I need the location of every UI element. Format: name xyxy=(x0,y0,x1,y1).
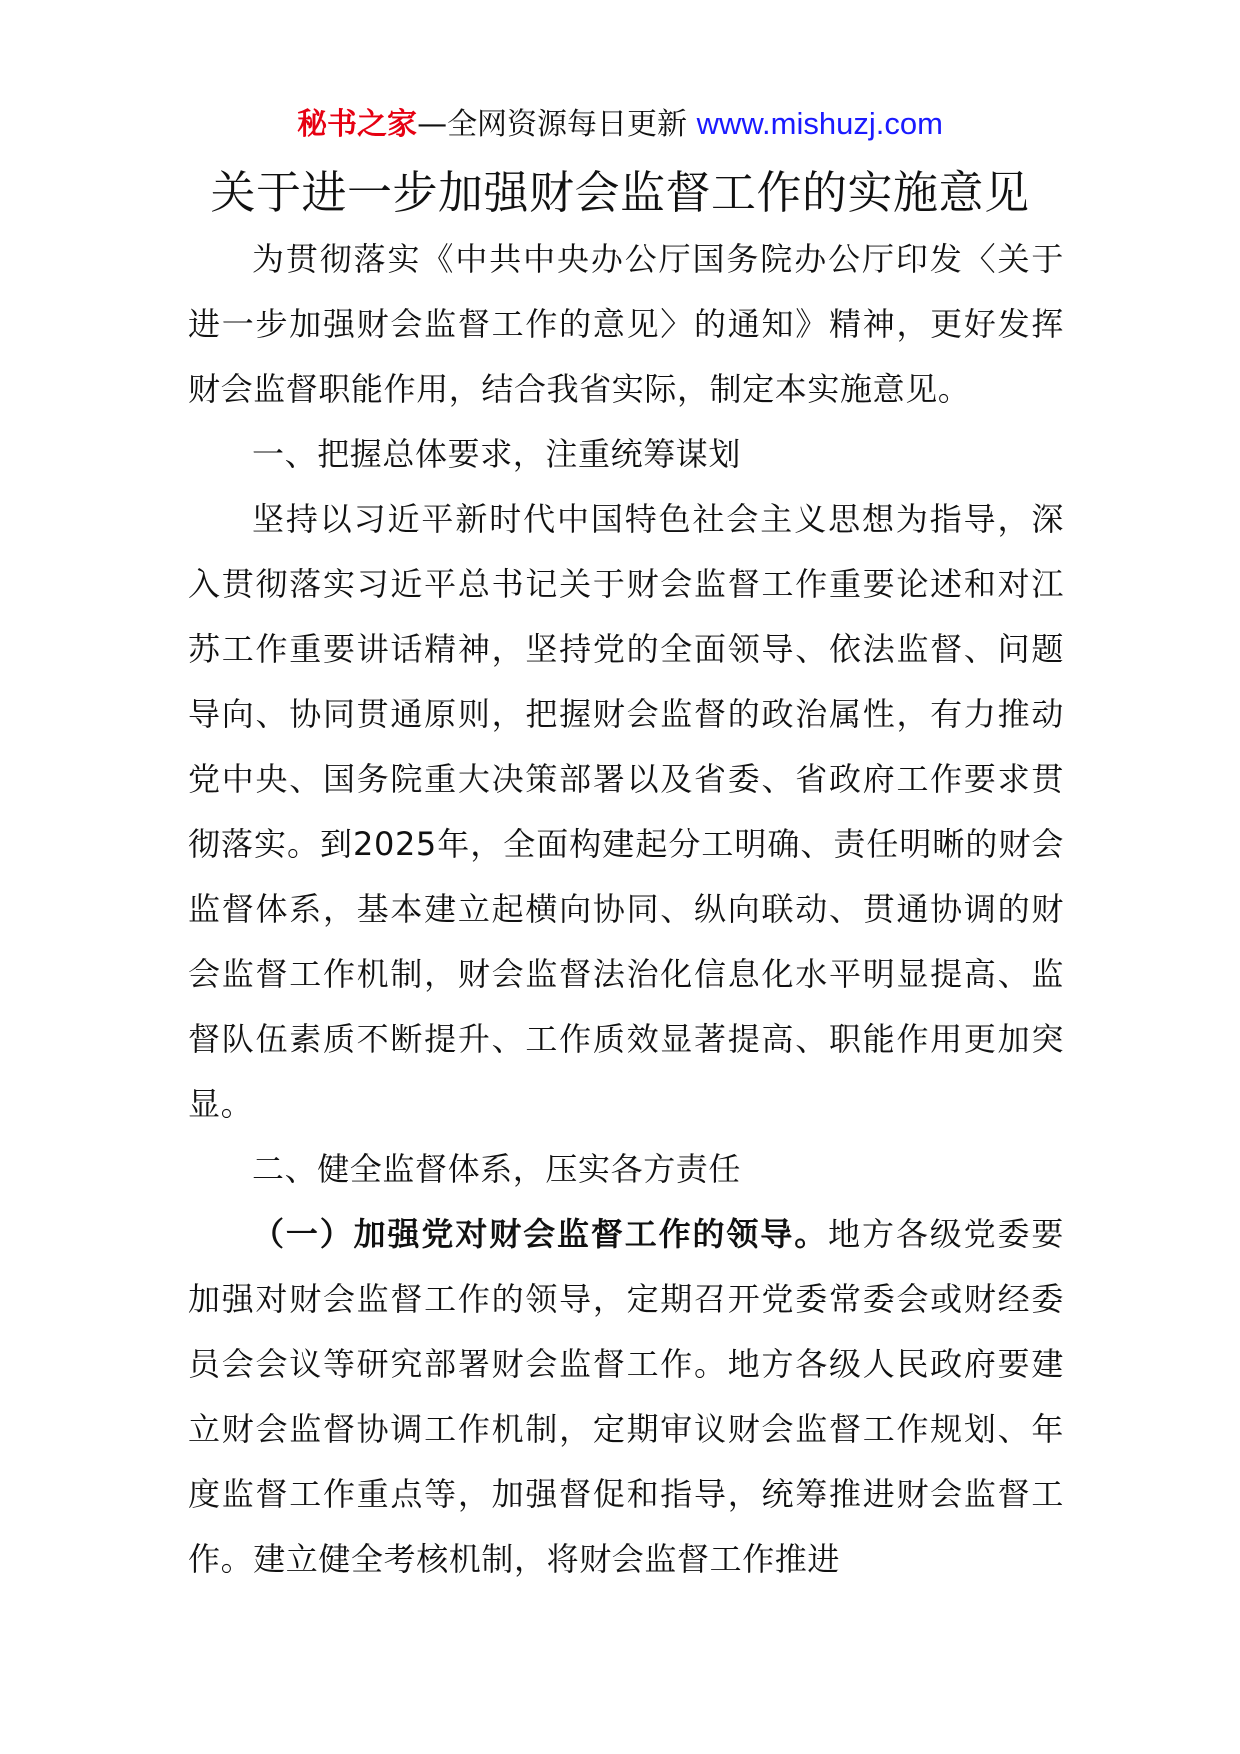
item-1-lead: （一）加强党对财会监督工作的领导。 xyxy=(252,1215,829,1253)
item-1-body: 地方各级党委要加强对财会监督工作的领导，定期召开党委常委会或财经委员会会议等研究部署财会监督工作。地方各级人民政府要建立财会监督协调工作机制，定期审议财会监督工作规划、年度监督工作重点等，加强督促和指导，统筹推进财会监督工作。建立健全考核机制，将财会监督工作推进 xyxy=(188,1215,1064,1578)
brand-name: 秘书之家 xyxy=(297,107,418,142)
page-header xyxy=(0,104,1240,145)
document-body xyxy=(188,227,1064,1592)
section-1-paragraph: 坚持以习近平新时代中国特色社会主义思想为指导，深入贯彻落实习近平总书记关于财会监督工作重要论述和对江苏工作重要讲话精神，坚持党的全面领导、依法监督、问题导向、协同贯通原则，把握财会监督的政治属性，有力推动党中央、国务院重大决策部署以及省委、省政府工作要求贯彻落实。到2025年，全面构建起分工明确、责任明晰的财会监督体系，基本建立起横向协同、纵向联动、贯通协调的财会监督工作机制，财会监督法治化信息化水平明显提高、监督队伍素质不断提升、工作质效显著提高、职能作用更加突显。 xyxy=(188,500,1064,1123)
intro-paragraph: 为贯彻落实《中共中央办公厅国务院办公厅印发〈关于进一步加强财会监督工作的意见〉的通知》精神，更好发挥财会监督职能作用，结合我省实际，制定本实施意见。 xyxy=(188,240,1064,408)
site-url-link[interactable]: www.mishuzj.com xyxy=(696,106,943,141)
section-1-heading: 一、把握总体要求，注重统筹谋划 xyxy=(252,435,742,473)
header-tagline: —全网资源每日更新 xyxy=(417,107,697,142)
item-1-paragraph xyxy=(188,1202,1064,1592)
document-title: 关于进一步加强财会监督工作的实施意见 xyxy=(210,166,1030,219)
section-2-heading: 二、健全监督体系，压实各方责任 xyxy=(252,1150,742,1188)
